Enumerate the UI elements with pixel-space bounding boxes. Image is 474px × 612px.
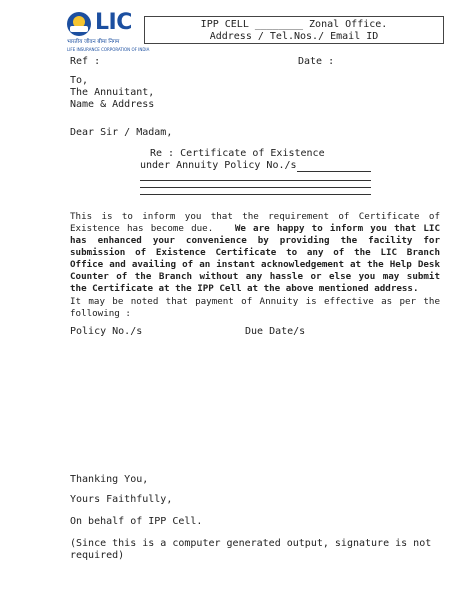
subject-line-2: under Annuity Policy No./s [140, 160, 297, 171]
body-paragraph-2: It may be noted that payment of Annuity is effective as per the following : [70, 296, 440, 319]
to-line: To, [70, 75, 89, 86]
due-date-column-header: Due Date/s [245, 326, 306, 337]
header-box [144, 16, 444, 44]
name-address-line: Name & Address [70, 99, 155, 110]
policy-number-blank [297, 171, 371, 172]
salutation: Dear Sir / Madam, [70, 127, 173, 138]
lic-emblem-icon [67, 12, 91, 36]
subject-rule-1 [140, 180, 371, 181]
lic-logo [67, 10, 150, 54]
header-address-line: Address / Tel.Nos./ Email ID [209, 31, 379, 42]
subject-rule-2 [140, 187, 371, 188]
date-label: Date : [298, 56, 335, 67]
ref-label: Ref : [70, 56, 101, 67]
paragraph-highlight-text: We are happy to inform you that LIC has enhanced your convenience by providing the facility for submission of Existence Certificate to any of the LIC Branch Office and availing of an instant acknowledgement at the Help Desk Counter of the Branch without any hassle or else you may submit the Certificate at the IPP Cell at the above mentioned address. [70, 223, 440, 294]
header-office-line: IPP CELL ________ Zonal Office. [200, 19, 388, 30]
body-paragraph-1 [70, 211, 440, 295]
closing-faithfully: Yours Faithfully, [70, 494, 173, 505]
logo-hindi-name: भारतीय जीवन बीमा निगम [67, 39, 120, 45]
policy-column-header: Policy No./s [70, 326, 143, 337]
closing-behalf: On behalf of IPP Cell. [70, 516, 203, 527]
computer-generated-note-line-1: (Since this is a computer generated output, signature is not [70, 538, 432, 549]
annuitant-line: The Annuitant, [70, 87, 155, 98]
paragraph-intro-text: This is to inform you that the requirement of Certificate of Existence has become due. [70, 211, 440, 234]
logo-text: LIC [95, 10, 132, 35]
closing-thanks: Thanking You, [70, 474, 149, 485]
logo-english-name: LIFE INSURANCE CORPORATION OF INDIA [67, 47, 150, 52]
subject-line-1: Re : Certificate of Existence [150, 148, 325, 159]
computer-generated-note-line-2: required) [70, 550, 125, 561]
subject-rule-3 [140, 194, 371, 195]
